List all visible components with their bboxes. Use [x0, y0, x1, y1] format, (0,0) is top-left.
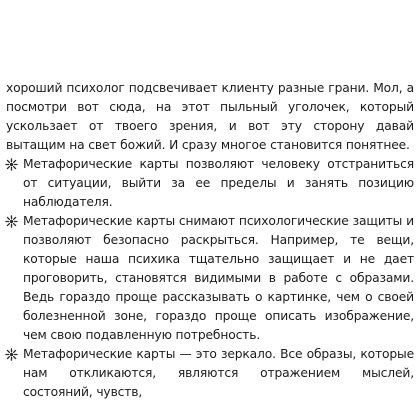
intro-paragraph: хороший психолог подсвечивает клиенту разные грани. Мол, а посмотри вот сюда, на этот пыльный уголочек, который ускользает от твоего зрения, и вот эту сторону давай вытащим на свет божий. И сразу многое становится понятнее.	[6, 81, 414, 152]
bullet-item-3	[6, 345, 414, 402]
flower-bullet-icon	[5, 158, 18, 171]
bullet-text: Метафорические карты снимают психологические защиты и позволяют безопасно раскрыться. Например, те вещи, которые наша психика тщательно защищает и не дает проговорить, становятся видимыми в работе с образами. Ведь гораздо проще рассказывать о картинке, чем о своей болезненной зоне, гораздо проще описать изображение, чем свою подавленную потребность.	[23, 214, 414, 342]
document-page	[6, 79, 414, 402]
bullet-item-2	[6, 212, 414, 345]
flower-bullet-icon	[5, 215, 18, 228]
bullet-text: Метафорические карты — это зеркало. Все образы, которые нам откликаются, являются отражением мыслей, состояний, чувств,	[23, 347, 414, 399]
flower-bullet-icon	[5, 348, 18, 361]
bullet-item-1	[6, 155, 414, 212]
bullet-text: Метафорические карты позволяют человеку отстраниться от ситуации, выйти за ее пределы и занять позицию наблюдателя.	[23, 157, 414, 209]
